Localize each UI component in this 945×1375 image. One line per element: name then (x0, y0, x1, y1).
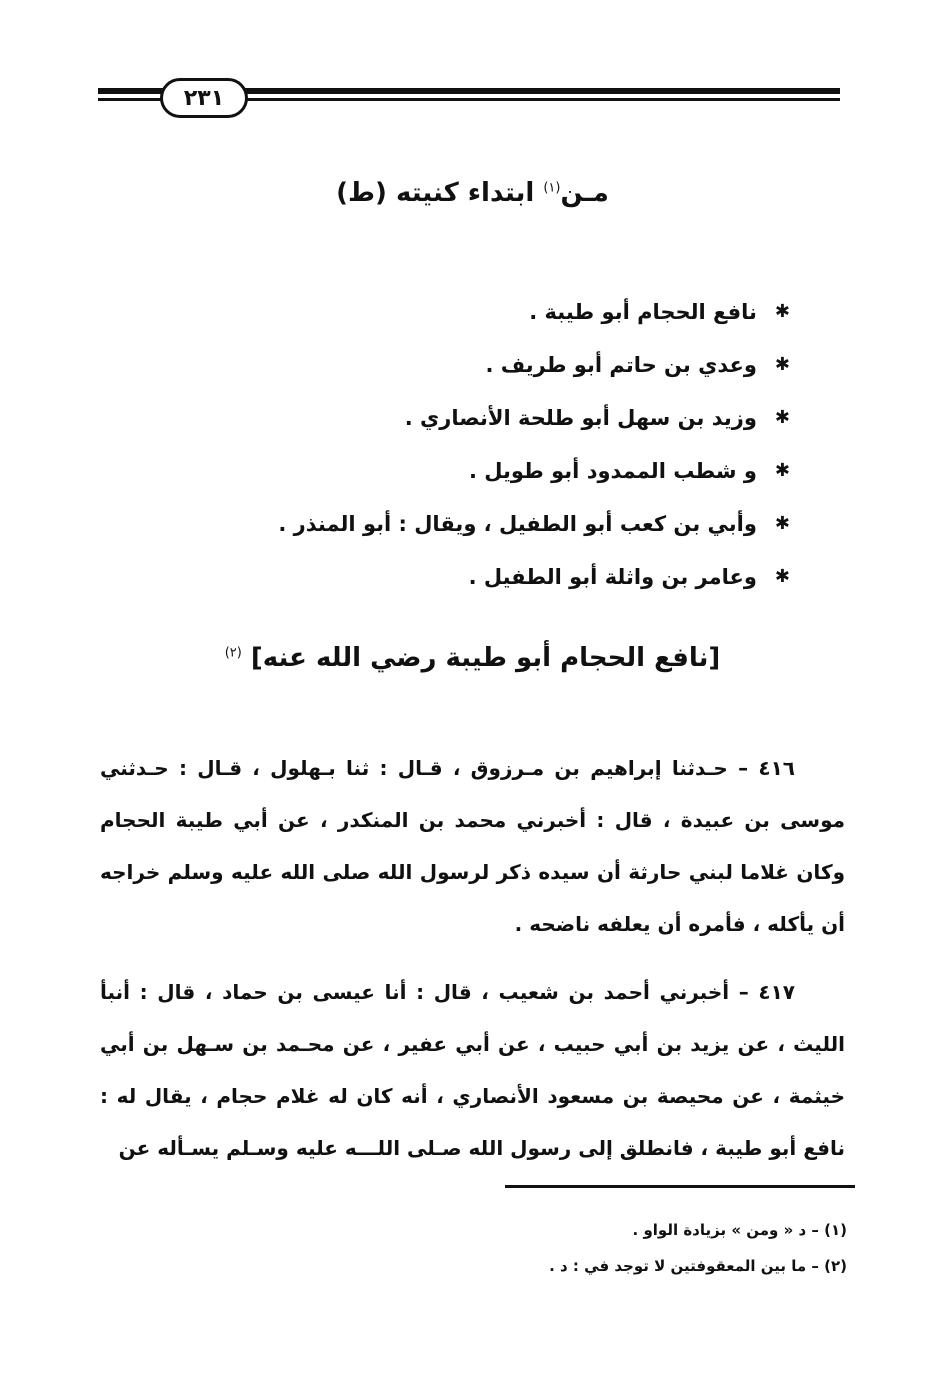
paragraph: ٤١٦ – حـدثنا إبراهيم بن مـرزوق ، قـال : ثنا بـهلول ، قـال : حـدثني موسى بن عبيدة ، قال : أخبرني محمد بن المنكدر ، عن أبي طيبة الحجام وكان غلاما لبني حارثة أن سيده ذكر لرسول الله صلى الله عليه وسلم خراجه أن يأكله ، فأمره أن يعلفه ناضحه . (100, 756, 845, 936)
list-item-text: وعامر بن واثلة أبو الطفيل . (468, 564, 757, 589)
list-item-text: نافع الحجام أبو طيبة . (529, 299, 757, 324)
list-item-text: وعدي بن حاتم أبو طريف . (485, 352, 757, 377)
name-list (190, 285, 790, 603)
list-item (190, 444, 790, 497)
asterisk-icon: ✱ (774, 301, 790, 322)
asterisk-icon: ✱ (774, 407, 790, 428)
section-title-nafi-text: [نافع الحجام أبو طيبة رضي الله عنه] (250, 643, 721, 673)
list-item-text: وأبي بن كعب أبو الطفيل ، ويقال : أبو المنذر . (278, 511, 757, 536)
footnote-divider (505, 1185, 855, 1188)
footnote-1: (١) – د « ومن » بزيادة الواو . (632, 1221, 847, 1239)
hadith-417 (100, 966, 845, 1174)
asterisk-icon: ✱ (774, 513, 790, 534)
list-item (190, 338, 790, 391)
footnotes (247, 1212, 847, 1284)
section-title-nafi (0, 643, 945, 673)
page-number: ٢٣١ (160, 78, 248, 118)
footnote-ref-2: (٢) (224, 645, 242, 661)
footnote-ref-1: (١) (543, 180, 561, 196)
asterisk-icon: ✱ (774, 460, 790, 481)
page-header (98, 84, 840, 112)
list-item-text: و شطب الممدود أبو طويل . (468, 458, 757, 483)
footnote-2: (٢) – ما بين المعقوفتين لا توجد في : د . (549, 1257, 847, 1275)
list-item (190, 285, 790, 338)
list-item (190, 550, 790, 603)
asterisk-icon: ✱ (774, 566, 790, 587)
asterisk-icon: ✱ (774, 354, 790, 375)
list-item (190, 497, 790, 550)
section-title-kunya-start: مـن (560, 178, 609, 208)
list-item (190, 391, 790, 444)
section-title-kunya-rest: ابتداء كنيته (ط) (336, 178, 535, 208)
list-item-text: وزيد بن سهل أبو طلحة الأنصاري . (404, 405, 757, 430)
section-title-kunya (0, 178, 945, 208)
hadith-416 (100, 742, 845, 950)
paragraph: ٤١٧ – أخبرني أحمد بن شعيب ، قال : أنا عيسى بن حماد ، قال : أنبأ الليث ، عن يزيد بن أبي حبيب ، عن أبي عفير ، عن محـمد بن سـهل بن أبي خيثمة ، عن محيصة بن مسعود الأنصاري ، أنه كان له غلام حجام ، يقال له : نافع أبو طيبة ، فانطلق إلى رسول الله صـلى اللـــه عليه وسـلم يسـأله عن (100, 980, 845, 1160)
